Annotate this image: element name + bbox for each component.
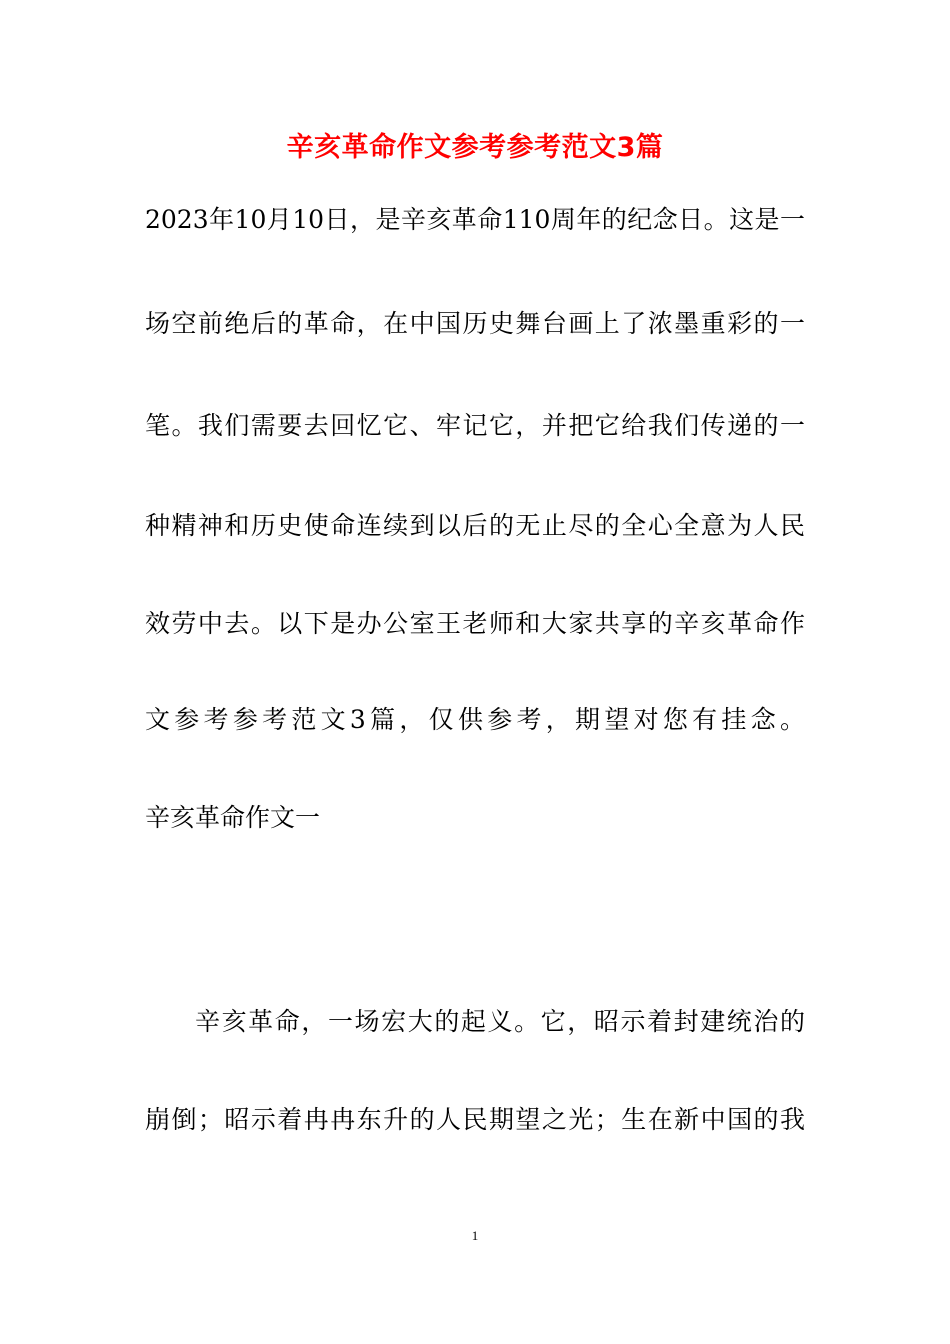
intro-line: 2023年10月10日，是辛亥革命110周年的纪念日。这是一 [145,205,805,234]
intro-line: 场空前绝后的革命，在中国历史舞台画上了浓墨重彩的一 [145,309,805,338]
essay-line: 辛亥革命，一场宏大的起义。它，昭示着封建统治的 [195,1007,805,1036]
essay-line: 崩倒；昭示着冉冉东升的人民期望之光；生在新中国的我 [145,1105,805,1134]
page-number: 1 [471,1228,479,1243]
intro-line: 种精神和历史使命连续到以后的无止尽的全心全意为人民 [145,511,805,540]
intro-line: 文参考参考范文3篇，仅供参考，期望对您有挂念。 [145,705,805,734]
section-heading: 辛亥革命作文一 [145,803,321,832]
intro-line: 笔。我们需要去回忆它、牢记它，并把它给我们传递的一 [145,411,805,440]
page-title: 辛亥革命作文参考参考范文3篇 [286,132,664,163]
intro-line: 效劳中去。以下是办公室王老师和大家共享的辛亥革命作 [145,609,805,638]
